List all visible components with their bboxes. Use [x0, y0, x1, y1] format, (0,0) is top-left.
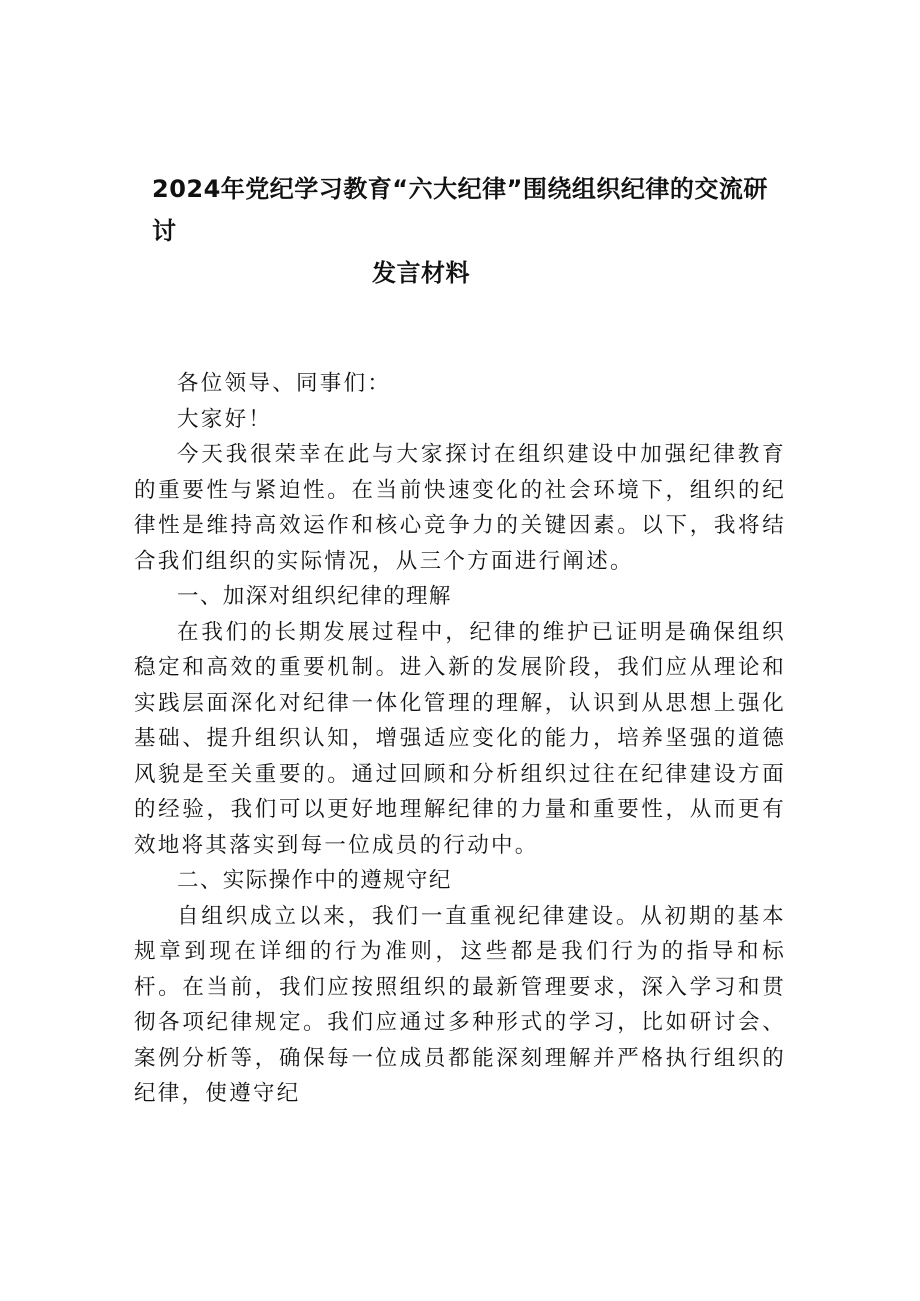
section-1-paragraph: 在我们的长期发展过程中，纪律的维护已证明是确保组织稳定和高效的重要机制。进入新的发展阶段，我们应从理论和实践层面深化对纪律一体化管理的理解，认识到从思想上强化基础、提升组织认知，增强适应变化的能力，培养坚强的道德风貌是至关重要的。通过回顾和分析组织过往在纪律建设方面的经验，我们可以更好地理解纪律的力量和重要性，从而更有效地将其落实到每一位成员的行动中。: [134, 619, 786, 858]
section-2-heading: 二、实际操作中的遵规守纪: [177, 868, 452, 893]
document-body: [134, 366, 786, 1112]
salutation: 各位领导、同事们：: [177, 371, 392, 396]
title-line-2: 发言材料: [372, 259, 470, 287]
section-2-paragraph: 自组织成立以来，我们一直重视纪律建设。从初期的基本规章到现在详细的行为准则，这些都是我们行为的指导和标杆。在当前，我们应按照组织的最新管理要求，深入学习和贯彻各项纪律规定。我们应通过多种形式的学习，比如研讨会、案例分析等，确保每一位成员都能深刻理解并严格执行组织的纪律，使遵守纪: [134, 903, 786, 1106]
document-title: [152, 168, 786, 294]
title-line-1: 2024年党纪学习教育“六大纪律”围绕组织纪律的交流研讨: [152, 175, 768, 245]
intro-paragraph: 今天我很荣幸在此与大家探讨在组织建设中加强纪律教育的重要性与紧迫性。在当前快速变化的社会环境下，组织的纪律性是维持高效运作和核心竞争力的关键因素。以下，我将结合我们组织的实际情况，从三个方面进行阐述。: [134, 442, 786, 574]
greeting: 大家好！: [177, 406, 273, 432]
section-1-heading: 一、加深对组织纪律的理解: [177, 584, 452, 609]
